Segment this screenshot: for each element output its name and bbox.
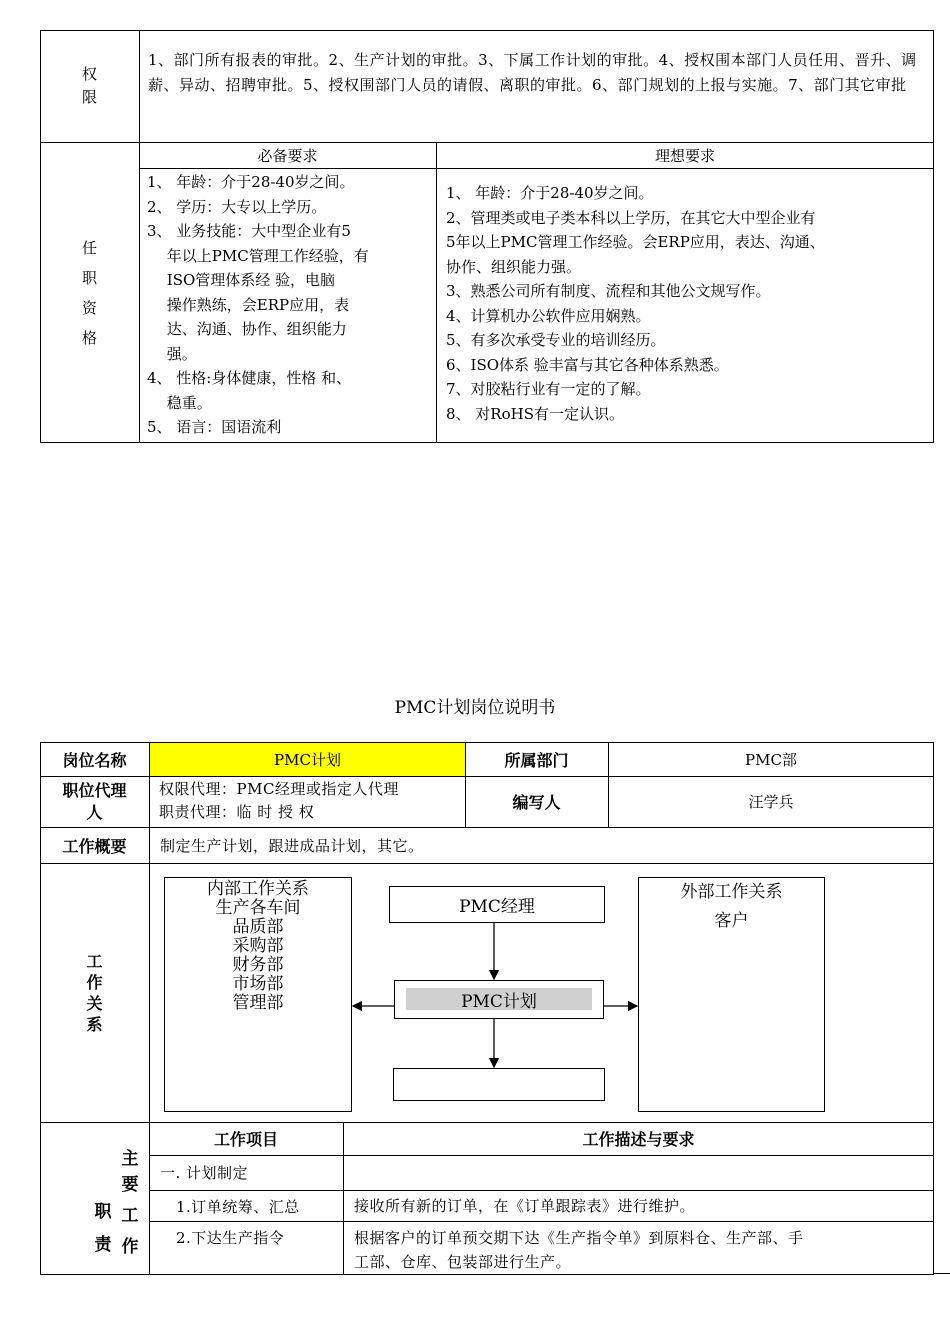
qualification-label-char: 资 <box>81 298 97 317</box>
required-item: 4、 性格:身体健康，性格 和、 <box>147 369 352 387</box>
duties-label-col1-top: 主 <box>121 1149 139 1169</box>
ideal-item: 2、管理类或电子类本科以上学历，在其它大中型企业有 <box>446 208 816 227</box>
qualification-label-char: 格 <box>81 328 97 347</box>
external-relations-title: 外部工作关系 <box>680 882 783 902</box>
summary-value: 制定生产计划，跟进成品计划，其它。 <box>160 836 424 855</box>
relations-label-char: 关 <box>86 993 103 1013</box>
internal-relation-item: 采购部 <box>232 936 284 956</box>
required-header: 必备要求 <box>257 146 318 165</box>
internal-relation-item: 市场部 <box>232 974 284 994</box>
duty-item: 2.下达生产指令 <box>176 1229 285 1247</box>
duties-header-item: 工作项目 <box>213 1130 278 1149</box>
ideal-item: 6、ISO体系 验丰富与其它各种体系熟悉。 <box>446 355 729 374</box>
manager-box: PMC经理 <box>389 886 605 923</box>
internal-relation-item: 财务部 <box>232 955 284 975</box>
duty-item: 一. 计划制定 <box>160 1164 249 1182</box>
qualification-label-char: 任 <box>81 238 97 257</box>
required-item: 操作熟练，会ERP应用，表 <box>147 295 350 314</box>
qualification-label <box>40 142 139 443</box>
ideal-item: 8、 对RoHS有一定认识。 <box>446 404 624 423</box>
required-item: 强。 <box>147 344 197 363</box>
qualification-label-char: 职 <box>81 268 97 287</box>
duties-label-char: 作 <box>121 1237 139 1257</box>
required-item: 2、 学历：大专以上学历。 <box>147 197 327 216</box>
external-relation-item: 客户 <box>714 911 749 931</box>
position-value: PMC计划 <box>274 750 341 769</box>
ideal-item: 3、熟悉公司所有制度、流程和其他公文规写作。 <box>446 282 771 300</box>
duties-label-char: 工 <box>121 1206 139 1226</box>
duty-desc <box>344 1155 932 1190</box>
duties-label-char: 要 <box>121 1175 139 1195</box>
duties-label-col2 <box>115 1170 145 1263</box>
subordinate-box <box>393 1068 605 1101</box>
duty-desc-line: 工部、仓库、包装部进行生产。 <box>354 1253 572 1271</box>
required-item: 稳重。 <box>147 393 212 412</box>
center-box-label: PMC计划 <box>406 988 592 1010</box>
writer-label: 编写人 <box>512 793 561 812</box>
department-value: PMC部 <box>745 750 797 769</box>
agent-label-line: 职位代理 <box>62 781 127 800</box>
agent-label-line: 人 <box>86 803 103 822</box>
relations-label-char: 系 <box>86 1014 103 1034</box>
duties-header-desc: 工作描述与要求 <box>582 1130 695 1149</box>
relations-label <box>40 863 149 1122</box>
center-box <box>394 980 604 1019</box>
agent-value <box>159 778 459 824</box>
required-item: 3、 业务技能：大中型企业有5 <box>147 222 351 240</box>
agent-label <box>40 778 149 826</box>
duty-desc-line: 根据客户的订单预交期下达《生产指令单》到原料仓、生产部、手 <box>354 1229 804 1247</box>
internal-relations-box <box>164 877 352 1112</box>
internal-relation-item: 品质部 <box>232 917 284 937</box>
ideal-item: 协作、组织能力强。 <box>446 257 582 276</box>
ideal-item: 5年以上PMC管理工作经验。会ERP应用，表达、沟通、 <box>446 233 825 251</box>
ideal-item: 4、计算机办公软件应用娴熟。 <box>446 306 651 325</box>
authority-label-char: 限 <box>81 88 97 106</box>
duties-label-char: 职 <box>94 1202 112 1222</box>
ideal-item: 1、 年龄：介于28-40岁之间。 <box>446 184 654 202</box>
authority-label-char: 权 <box>81 64 97 83</box>
ideal-list <box>446 181 930 426</box>
duty-item: 1.订单统筹、汇总 <box>176 1198 300 1216</box>
writer-value: 汪学兵 <box>748 793 794 811</box>
required-item: 5、 语言：国语流利 <box>147 418 282 436</box>
required-item: 达、沟通、协作、组织能力 <box>147 320 347 338</box>
duties-label-char: 责 <box>94 1235 112 1255</box>
required-item: 1、 年龄：介于28-40岁之间。 <box>147 173 355 191</box>
internal-relations-title: 内部工作关系 <box>207 879 309 899</box>
ideal-item: 5、有多次承受专业的培训经历。 <box>446 331 666 349</box>
external-relations-box <box>638 877 825 1112</box>
authority-label <box>40 30 139 142</box>
duty-desc <box>354 1226 930 1274</box>
internal-relation-item: 管理部 <box>232 993 284 1013</box>
required-item: 年以上PMC管理工作经验，有 <box>147 246 369 265</box>
ideal-header: 理想要求 <box>654 146 715 165</box>
summary-label: 工作概要 <box>62 836 127 856</box>
position-label: 岗位名称 <box>62 750 127 770</box>
required-item: ISO管理体系经 验，电脑 <box>147 271 336 289</box>
duties-label-col1 <box>88 1163 118 1262</box>
duty-agent-text: 职责代理：临 时 授 权 <box>159 803 315 821</box>
duty-desc: 接收所有新的订单，在《订单跟踪表》进行维护。 <box>354 1197 696 1215</box>
internal-relation-item: 生产各车间 <box>215 898 301 918</box>
department-label: 所属部门 <box>504 750 569 770</box>
relations-label-char: 工 <box>86 951 103 971</box>
relations-label-char: 作 <box>86 972 103 992</box>
page-title: PMC计划岗位说明书 <box>394 697 556 718</box>
ideal-item: 7、对胶粘行业有一定的了解。 <box>446 380 651 398</box>
required-list <box>147 170 432 440</box>
authority-text: 1、部门所有报表的审批。2、生产计划的审批。3、下属工作计划的审批。4、授权围本部门人员任用、晋升、调薪、异动、招聘审批。5、授权围部门人员的请假、离职的审批。6、部门规划的上报与实施。7、部门其它审批 <box>148 51 917 94</box>
authority-agent-text: 权限代理：PMC经理或指定人代理 <box>159 780 399 798</box>
